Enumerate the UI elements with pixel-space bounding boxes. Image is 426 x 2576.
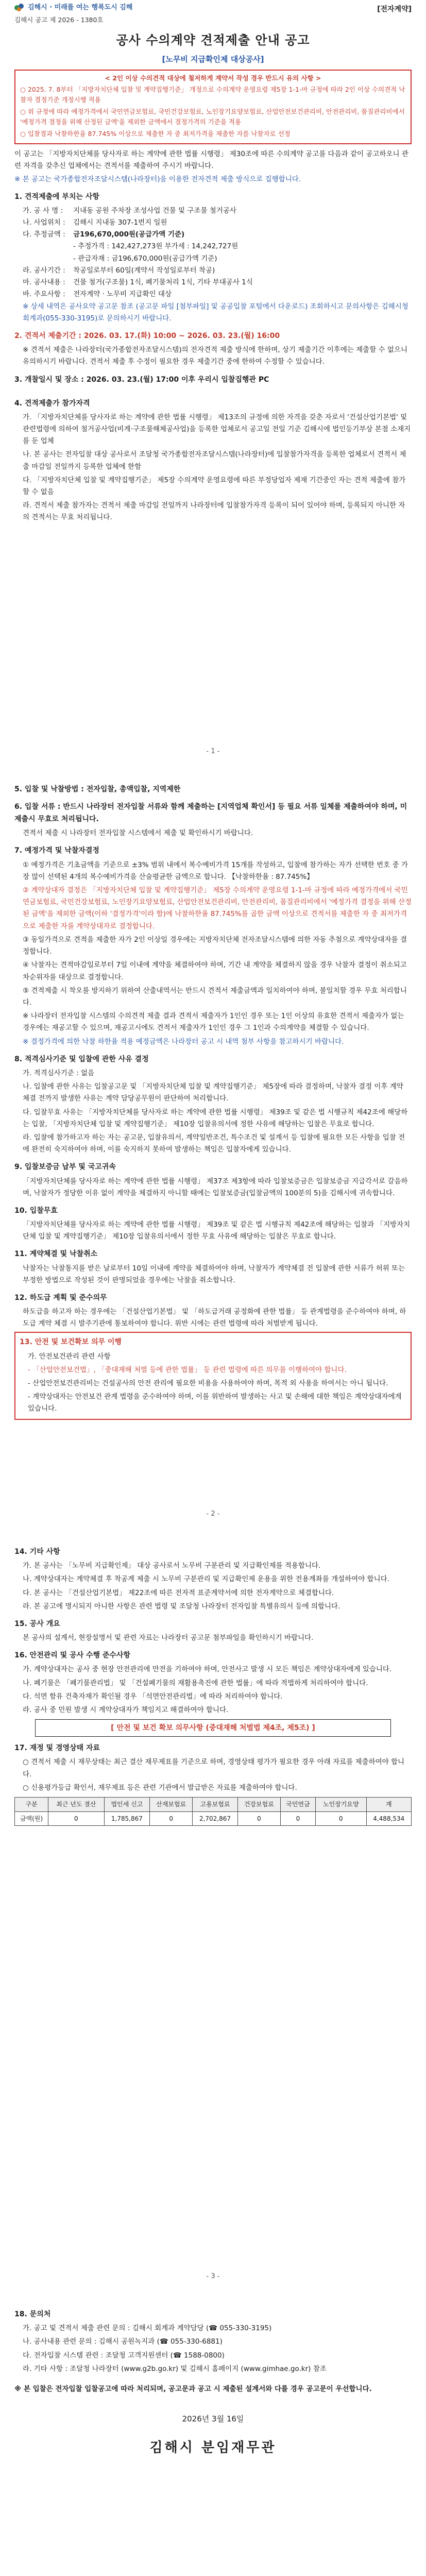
intro-line: 이 공고는 「지방자치단체를 당사자로 하는 계약에 관한 법률 시행령」 제30조에 따른 수의계약 공고를 다음과 같이 공고하오니 관련 자격을 갖추신 업체에서는 견적서를 제출하여 주시기 바랍니다. (14, 150, 408, 171)
section-4-line: 나. 본 공사는 전자입찰 대상 공사로서 조달청 국가종합전자조달시스템(나라장터)에 입찰참가자격을 등록한 업체로서 견적서 제출 마감일 전일까지 등록한 업체에 한함 (23, 450, 406, 471)
section-18-line: 나. 공사내용 관련 문의 : 김해시 공원녹지과 (☎ 055-330-6881) (23, 2337, 223, 2346)
section-8-line: 다. 입찰무효 사유는 「지방자치단체를 당사자로 하는 계약에 관한 법률 시행령」 제39조 및 같은 법 시행규칙 제42조에 해당하는 입찰, 「지방자치단체 입찰 및 계약집행기준」 제10장 입찰유의서에 정한 사유에 해당하는 입찰은 무효로 합니다. (23, 1108, 408, 1128)
section-7-body (14, 859, 412, 1048)
logo-text: 김해시 · 미래를 여는 행복도시 김해 (28, 4, 133, 11)
section-13-line: 가. 안전보건관리 관련 사항 (28, 1352, 111, 1361)
intro-text (14, 148, 412, 185)
section-16-body (14, 1664, 412, 1716)
section-17-line: ○ 견적서 제출 시 재무상태는 최근 결산 재무제표를 기준으로 하며, 경영상태 평가가 필요한 경우 아래 자료를 제출하여야 합니다. (23, 1758, 405, 1778)
table-cell: 2,702,867 (193, 1811, 237, 1826)
info-row: 라. 공사기간 : 착공일로부터 60일(계약서 작성일로부터 착공) (23, 266, 215, 275)
section-7-line: ③ 동일가격으로 견적을 제출한 자가 2인 이상일 경우에는 지방자치단체 전자조달시스템에 의한 자동 추첨으로 계약상대자를 결정합니다. (23, 935, 407, 956)
section-6-line: 견적서 제출 시 나라장터 전자입찰 시스템에서 제출 및 확인하시기 바랍니다. (23, 829, 253, 838)
info-row: - 추정가격 : 142,427,273원 부가세 : 14,242,727원 (73, 242, 238, 251)
section-10-body (14, 1219, 412, 1243)
section-17-title: 17. 재정 및 경영상태 자료 (14, 1744, 100, 1753)
section-14-body (14, 1560, 412, 1613)
table-header-cell: 노인장기요양 (315, 1798, 366, 1812)
section-7-line: ⑤ 견적제출 시 착오를 방지하기 위하여 산출내역서는 반드시 견적서 제출금액과 일치하여야 하며, 불일치할 경우 무효 처리합니다. (23, 986, 407, 1007)
page-number: - 3 - (206, 2273, 220, 2280)
section-15-body (14, 1632, 412, 1644)
section-12-line: 하도급을 하고자 하는 경우에는 「건설산업기본법」 및 「하도급거래 공정화에 관한 법률」 등 관계법령을 준수하여야 하며, 하도급 계약 체결 시 발주기관에 통보하여야 합니다. 위반 시에는 관련 법령에 따라 처벌받게 됩니다. (23, 1308, 406, 1328)
table-cell: 금액(원) (15, 1811, 48, 1826)
page-1 (0, 0, 426, 762)
financial-table (14, 1797, 412, 1826)
section-13-body (20, 1351, 406, 1415)
section-14-title: 14. 기타 사항 (14, 1548, 60, 1556)
section-18-line: 다. 전자입찰 시스템 관련 : 조달청 고객지원센터 (☎ 1588-0800) (23, 2351, 225, 2360)
section-2-title: 2. 견적서 제출기간 : 2026. 03. 17.(화) 10:00 ~ 2026. 03. 23.(월) 16:00 (14, 331, 280, 340)
section-2-line: ※ 견적서 제출은 나라장터(국가종합전자조달시스템)의 전자견적 제출 방식에 한하며, 상기 제출기간 이후에는 제출할 수 없으니 유의하시기 바랍니다. 견적서 제출 후 수정이 필요한 경우 제출기간 중에 한하여 수정할 수 있습니다. (23, 346, 408, 366)
section-8-line: 가. 적격심사기준 : 없음 (23, 1069, 95, 1077)
section-18-title: 18. 문의처 (14, 2310, 51, 2318)
electronic-contract-label: [전자계약] (377, 5, 412, 13)
table-header-cell: 계 (366, 1798, 411, 1812)
table-header-cell: 산재보험료 (150, 1798, 193, 1812)
section-8-line: 라. 입찰에 참가하고자 하는 자는 공고문, 입찰유의서, 계약일반조건, 특수조건 및 설계서 등 입찰에 필요한 모든 사항을 입찰 전에 완전히 숙지하여야 하며, 이를 숙지하지 못하여 발생하는 책임은 입찰자에게 있습니다. (23, 1133, 405, 1154)
section-11-line: 낙찰자는 낙찰통지를 받은 날로부터 10일 이내에 계약을 체결하여야 하며, 낙찰자가 계약체결 전 입찰에 관한 서류가 허위 또는 부정한 방법으로 작성된 것이 판명되었을 경우에는 낙찰을 취소합니다. (23, 1264, 405, 1284)
section-7-line: ※ 결정가격에 의한 낙찰 하한율 적용 예정금액은 나라장터 공고 시 내역 첨부 사항을 참고하시기 바랍니다. (23, 1037, 344, 1046)
notice-line: ○ 위 규정에 따라 예정가격에서 국민연금보험료, 국민건강보험료, 노인장기요양보험료, 산업안전보건관리비, 안전관리비, 품질관리비에서 '예정가격 결정을 위해 산정된 금액'을 제외한 금액에서 결정가격의 기준을 적용 (20, 108, 405, 126)
section-6-title: 6. 입찰 서류 : 반드시 나라장터 전자입찰 서류와 함께 제출하는 [지역업체 확인서] 등 필요 서류 일체를 제출하여야 하며, 미제출시 무효로 처리됩니다. (14, 803, 407, 824)
section-7-line: ② 계약상대자 결정은 「지방자치단체 입찰 및 계약집행기준」 제5장 수의계약 운영요령 1-1-마 규정에 따라 예정가격에서 국민연금보험료, 국민건강보험료, 노인장기요양보험료, 산업안전보건관리비, 안전관리비, 품질관리비에서 '예정가격 결정을 위해 산정된 금액'을 제외한 금액(이하 '결정가격'이라 함)에 낙찰하한율 87.745%를 곱한 금액 이상으로 견적서를 제출한 자 중 최저가격으로 제출한 자를 계약상대자로 결정합니다. (23, 886, 412, 930)
info-row: 바. 주요사항 : 전자계약 · 노무비 지급확인 대상 (23, 290, 172, 299)
section-5-title: 5. 입찰 및 낙찰방법 : 전자입찰, 총액입찰, 지역제한 (14, 785, 181, 793)
notice-title: < 2인 이상 수의견적 대상에 철저하게 계약서 작성 경우 반드시 유의 사항 > (105, 74, 321, 82)
intro-line: ※ 본 공고는 국가종합전자조달시스템(나라장터)을 이용한 전자견적 제출 방식으로 집행합니다. (14, 175, 301, 183)
table-header-cell: 최근 년도 결산 (48, 1798, 104, 1812)
section-11-body (14, 1263, 412, 1286)
safety-section (14, 1332, 412, 1419)
notice-line: ○ 입찰결과 낙찰하한율 87.745% 이상으로 제출한 자 중 최저가격을 제출한 자를 낙찰자로 선정 (20, 130, 291, 138)
section-8-body (14, 1067, 412, 1156)
section-15-line: 본 공사의 설계서, 현장설명서 및 관련 자료는 나라장터 공고문 첨부파일을 확인하시기 바랍니다. (23, 1634, 314, 1642)
section-18-line: 라. 기타 사항 : 조달청 나라장터 (www.g2b.go.kr) 및 김해시 홈페이지 (www.gimhae.go.kr) 참조 (23, 2364, 327, 2373)
issuer-name: 김해시 분임재무관 (149, 2439, 277, 2455)
table-header-cell: 구분 (15, 1798, 48, 1812)
table-header-row (15, 1798, 412, 1812)
section-4-line: 라. 견적서 제출 참가자는 견적서 제출 마감일 전일까지 나라장터에 입찰참가자격 등록이 되어 있어야 하며, 등록되지 아니한 자의 견적서는 무효 처리됩니다. (23, 501, 405, 522)
section-16-line: 나. 폐기물은 「폐기물관리법」 및 「건설폐기물의 재활용촉진에 관한 법률」에 따라 적법하게 처리하여야 합니다. (23, 1679, 368, 1687)
section-17-line: ○ 신용평가등급 확인서, 재무제표 등은 관련 기관에서 발급받은 자료를 제출하여야 합니다. (23, 1783, 297, 1792)
table-header-cell: 고용보험료 (193, 1798, 237, 1812)
section-13-line: - 「산업안전보건법」, 「중대재해 처벌 등에 관한 법률」 등 관련 법령에 따른 의무를 이행하여야 합니다. (28, 1365, 347, 1374)
section-13-line: - 계약상대자는 안전보건 관계 법령을 준수하여야 하며, 이를 위반하여 발생하는 사고 및 손해에 대한 책임은 계약상대자에게 있습니다. (28, 1393, 402, 1413)
section-9-body (14, 1176, 412, 1199)
notice-box (14, 70, 412, 144)
table-cell: 0 (280, 1811, 315, 1826)
section-3-title: 3. 개찰일시 및 장소 : 2026. 03. 23.(월) 17:00 이후 우리시 입찰집행관 PC (14, 375, 269, 384)
section-10-title: 10. 입찰무효 (14, 1206, 58, 1215)
section-4-body (14, 412, 412, 524)
table-cell: 1,785,867 (104, 1811, 149, 1826)
section-4-line: 가. 「지방자치단체를 당사자로 하는 계약에 관한 법률 시행령」 제13조의 규정에 의한 자격을 갖춘 자로서 '건설산업기본법' 및 관련법령에 의하여 철거공사업(비계·구조물해체공사업)을 등록한 업체로서 공고일 전일 기준 김해시에 법인등기부상 본점 소재지를 둔 업체 (23, 413, 411, 446)
table-cell: 0 (48, 1811, 104, 1826)
table-header-cell: 건강보험료 (237, 1798, 280, 1812)
footer-note: ※ 본 입찰은 전자입찰 입찰공고에 따라 처리되며, 공고문과 공고 시 제출된 설계서와 다를 경우 공고문이 우선합니다. (14, 2384, 372, 2393)
info-row: 마. 공사내용 : 건물 철거(구조물) 1식, 폐기물처리 1식, 기타 부대공사 1식 (23, 278, 253, 287)
document-header (14, 0, 412, 26)
table-cell: 4,488,534 (366, 1811, 411, 1826)
info-row: 나. 사업위치 : 김해시 지내동 307-1번지 일원 (23, 218, 167, 227)
section-4-line: 다. 「지방자치단체 입찰 및 계약집행기준」 제5장 수의계약 운영요령에 따른 부정당업자 제재 기간중인 자는 견적 제출에 참가할 수 없음 (23, 476, 406, 496)
section-7-title: 7. 예정가격 및 낙찰자결정 (14, 846, 99, 855)
safety-duty-box: [ 안전 및 보건 확보 의무사항 (중대재해 처벌법 제4조, 제5조) ] (35, 1719, 391, 1737)
section-1-title: 1. 견적제출에 부치는 사항 (14, 192, 99, 201)
table-header-cell: 법인세 신고 (104, 1798, 149, 1812)
section-12-body (14, 1306, 412, 1330)
table-header-cell: 국민연금 (280, 1798, 315, 1812)
section-14-line: 라. 본 공고에 명시되지 아니한 사항은 관련 법령 및 조달청 나라장터 전자입찰 특별유의서 등에 의합니다. (23, 1602, 340, 1611)
section-2-body (14, 344, 412, 368)
table-cell: 0 (150, 1811, 193, 1826)
section-10-line: 「지방자치단체를 당사자로 하는 계약에 관한 법률 시행령」 제39조 및 같은 법 시행규칙 제42조에 해당하는 입찰과 「지방자치단체 입찰 및 계약집행기준」 제10장 입찰유의서에서 정한 무효 사유에 해당하는 입찰은 무효로 합니다. (23, 1221, 411, 1241)
section-14-line: 나. 계약상대자는 계약체결 후 착공계 제출 시 노무비 구분관리 및 지급확인제 운용을 위한 전용계좌를 개설하여야 합니다. (23, 1575, 389, 1584)
page-number: - 1 - (206, 748, 220, 755)
section-12-title: 12. 하도급 계획 및 준수의무 (14, 1293, 107, 1302)
city-emblem-icon (14, 4, 25, 12)
section-11-title: 11. 계약체결 및 낙찰취소 (14, 1250, 98, 1259)
page-3 (0, 1525, 426, 2287)
section-1-body (14, 205, 412, 325)
page-number: - 2 - (206, 1510, 220, 1518)
section-9-line: 「지방자치단체를 당사자로 하는 계약에 관한 법률 시행령」 제37조 제3항에 따라 입찰보증금은 입찰보증금 지급각서로 갈음하며, 낙찰자가 정당한 이유 없이 계약을 체결하지 아니할 때에는 입찰보증금(입찰금액의 100분의 5)을 김해시에 귀속합니다. (23, 1177, 408, 1197)
section-7-line: ④ 낙찰자는 견적마감일로부터 7일 이내에 계약을 체결하여야 하며, 기간 내 계약을 체결하지 않을 경우 낙찰자 결정이 취소되고 차순위자를 대상으로 결정합니다. (23, 961, 407, 981)
announcement-date: 2026년 3월 16일 (182, 2414, 244, 2424)
section-7-line: ① 예정가격은 기초금액을 기준으로 ±3% 범위 내에서 복수예비가격 15개를 작성하고, 입찰에 참가하는 자가 선택한 번호 중 가장 많이 선택된 4개의 복수예비가격을 산술평균한 금액으로 합니다. 【낙찰하한율 : 87.745%】 (23, 860, 408, 881)
section-16-title: 16. 안전관리 및 공사 수행 준수사항 (14, 1651, 130, 1660)
section-1-note: ※ 상세 내역은 공사요약 공고문 참조 (공고문 파일 [첨부파일] 및 공공입찰 포털에서 다운로드) 조회하시고 문의사항은 김해시청 회계과(055-330-3195)로 문의하시기 바랍니다. (23, 302, 408, 323)
section-14-line: 가. 본 공사는 「노무비 지급확인제」 대상 공사로서 노무비 구분관리 및 지급확인제를 적용합니다. (23, 1562, 321, 1570)
info-row: 다. 추정금액 : 금196,670,000원(공급가액 기준) (23, 230, 185, 239)
info-row: 가. 공 사 명 : 지내동 공원 주차장 조성사업 건물 및 구조물 철거공사 (23, 206, 236, 215)
section-18-line: 가. 공고 및 견적서 제출 관련 문의 : 김해시 회계과 계약담당 (☎ 055-330-3195) (23, 2324, 272, 2333)
table-row (15, 1811, 412, 1826)
section-6-body (14, 827, 412, 839)
page-title: 공사 수의계약 견적제출 안내 공고 (116, 33, 310, 47)
section-13-title: 13. 안전 및 보건확보 의무 이행 (20, 1338, 122, 1347)
section-16-line: 라. 공사 중 민원 발생 시 계약상대자가 책임지고 해결하여야 합니다. (23, 1705, 229, 1714)
table-cell: 0 (237, 1811, 280, 1826)
notice-line: ○ 2025. 7. 8부터 「지방자치단체 입찰 및 계약집행기준」 개정으로 수의계약 운영요령 제5장 1-1-마 규정에 따라 2인 이상 수의견적 낙찰자 결정기준 개정시행 적용 (20, 86, 405, 104)
info-row: - 관급자재 : 금196,670,000원(공급가액 기준) (73, 254, 217, 263)
section-18-body (14, 2323, 412, 2375)
section-16-line: 다. 석면 함유 건축자재가 확인될 경우 「석면안전관리법」에 따라 처리하여야 합니다. (23, 1692, 283, 1701)
section-8-line: 나. 입찰에 관한 사유는 입찰공고문 및 「지방자치단체 입찰 및 계약집행기준」 제5장에 따라 결정하며, 낙찰자 결정 이후 계약 체결 전까지 발생한 사유는 계약 담당공무원이 판단하여 처리합니다. (23, 1082, 403, 1103)
section-8-title: 8. 적격심사기준 및 입찰에 관한 사유 결정 (14, 1055, 149, 1063)
section-7-line: ※ 나라장터 전자입찰 시스템의 수의견적 제출 결과 견적서 제출자가 1인인 경우 또는 1인 이상의 유효한 견적서 제출자가 없는 경우에는 재공고할 수 있으며, 재공고시에도 견적서 제출자가 1인인 경우 그 1인과 수의계약을 체결할 수 있습니다. (23, 1012, 404, 1032)
section-13-line: - 산업안전보건관리비는 건설공사의 안전 관리에 필요한 비용을 사용하여야 하며, 목적 외 사용을 하여서는 아니 됩니다. (28, 1379, 388, 1387)
section-4-title: 4. 견적제출가 참가자격 (14, 399, 90, 408)
city-logo (14, 2, 132, 13)
page-subtitle: [노무비 지급확인제 대상공사] (162, 55, 264, 64)
page-4 (0, 2287, 426, 2576)
announcement-number: 김해시 공고 제 2026 - 1380호 (14, 16, 104, 24)
section-14-line: 다. 본 공사는 「건설산업기본법」 제22조에 따른 전자적 표준계약서에 의한 전자계약으로 체결합니다. (23, 1588, 334, 1597)
table-cell: 0 (315, 1811, 366, 1826)
section-9-title: 9. 입찰보증금 납부 및 국고귀속 (14, 1163, 116, 1172)
page-2 (0, 762, 426, 1525)
section-17-body (14, 1756, 412, 1794)
section-16-line: 가. 계약상대자는 공사 중 현장 안전관리에 만전을 기하여야 하며, 안전사고 발생 시 모든 책임은 계약상대자에게 있습니다. (23, 1665, 392, 1674)
section-15-title: 15. 공사 개요 (14, 1619, 60, 1628)
